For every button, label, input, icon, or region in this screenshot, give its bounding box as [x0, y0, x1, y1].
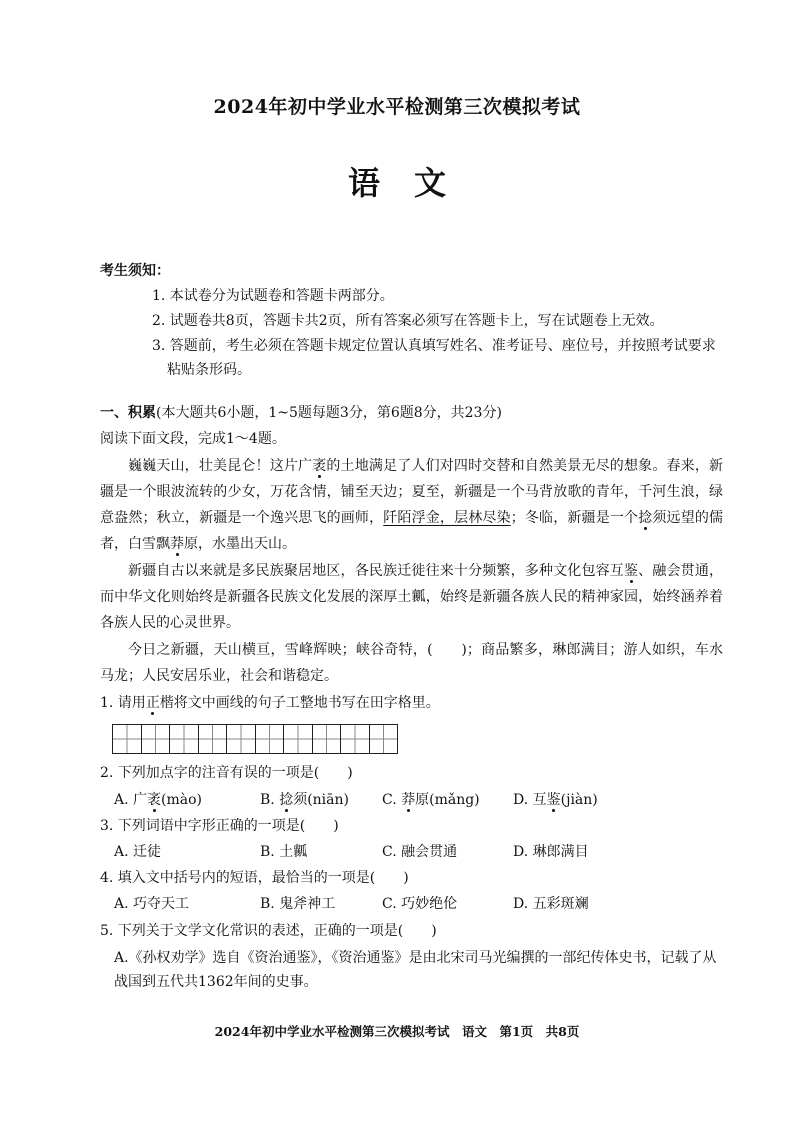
q2-a-post: (mào) [161, 792, 202, 808]
grid-cell[interactable] [199, 725, 228, 753]
notice-item-3 [152, 334, 732, 382]
q3-option-a[interactable]: A. 迁徒 [114, 844, 162, 860]
question-3-stem: 3. 下列词语中字形正确的一项是( ) [100, 818, 339, 834]
q3-option-b[interactable]: B. 土瓤 [260, 844, 308, 860]
q2-b-dotted: 捻 [279, 792, 294, 808]
q2-option-b[interactable] [260, 789, 349, 811]
grid-cell[interactable] [113, 725, 142, 753]
grid-cell[interactable] [284, 725, 313, 753]
exam-title: 2024年初中学业水平检测第三次模拟考试 [213, 96, 581, 118]
q1-dotted-char: 正 [145, 695, 160, 711]
q2-c-post: 原(mǎng) [415, 792, 480, 808]
q4-option-d[interactable]: D. 五彩斑斓 [513, 896, 589, 912]
q2-c-pre: C. [382, 792, 402, 808]
q2-option-d[interactable] [513, 789, 598, 811]
question-2-stem: 2. 下列加点字的注音有误的一项是( ) [100, 765, 353, 781]
p2-dotted-char: 鉴 [623, 563, 639, 579]
q2-a-dotted: 袤 [147, 792, 162, 808]
reading-instruction: 阅读下面文段，完成1～4题。 [100, 431, 286, 447]
grid-cell[interactable] [256, 725, 285, 753]
p1-dotted-char-3: 莽 [170, 536, 184, 552]
grid-cell[interactable] [341, 725, 370, 753]
notice-item-2: 2. 试题卷共8页，答题卡共2页，所有答案必须写在答题卡上，写在试题卷上无效。 [152, 313, 664, 329]
q3-option-d[interactable]: D. 琳郎满目 [513, 844, 589, 860]
p1-text-e: 原，水墨出天山。 [184, 536, 296, 552]
q4-option-b[interactable]: B. 鬼斧神工 [260, 896, 336, 912]
q1-text-b: 楷将文中画线的句子工整地书写在田字格里。 [159, 695, 440, 711]
question-5-stem: 5. 下列关于文学文化常识的表述，正确的一项是( ) [100, 923, 437, 939]
p1-text-b: 的土地满足了人们对四时交替和自然美景无尽的想象。春来，新疆是一个眼波流转的少女，万花含情，铺至天边；夏至，新疆是一个马背放歌的青年，千河生浪，绿意盎然；秋立，新疆是一个逸兴思飞的画师， [100, 458, 723, 526]
passage-paragraph-1 [100, 453, 723, 557]
page-footer: 2024年初中学业水平检测第三次模拟考试 语文 第1页 共8页 [214, 1024, 580, 1039]
tianzige-writing-grid[interactable] [112, 724, 398, 754]
p1-text-c: ；冬临，新疆是一个 [510, 510, 639, 526]
q1-text-a: 1. 请用 [100, 695, 146, 711]
grid-cell[interactable] [370, 725, 398, 753]
q2-c-dotted: 莽 [401, 792, 416, 808]
subject-title: 语文 [347, 164, 480, 202]
q4-option-a[interactable]: A. 巧夺天工 [114, 896, 190, 912]
grid-cell[interactable] [313, 725, 342, 753]
q5-option-a[interactable]: A.《孙权劝学》选自《资治通鉴》，《资治通鉴》是由北宋司马光编撰的一部纪传体史书，记载了从战国到五代共1362年间的史事。 [114, 950, 717, 990]
notice-item-3-continued: 粘贴条形码。 [167, 362, 251, 378]
question-4-stem: 4. 填入文中括号内的短语，最恰当的一项是( ) [100, 870, 409, 886]
q2-d-dotted: 鉴 [546, 792, 561, 808]
passage-paragraph-3: 今日之新疆，天山横亘，雪峰辉映；峡谷奇特，( )；商品繁多，琳郎满目；游人如织，车水马龙；人民安居乐业，社会和谐稳定。 [100, 642, 723, 684]
notice-heading: 考生须知： [100, 263, 170, 279]
q2-option-c[interactable] [382, 789, 480, 811]
p2-text-b: 、融会贯通，而中华文化则始终是新疆各民族文化发展的深厚土瓤，始终是新疆各族人民的精神家园，始终涵养着各族人民的心灵世界。 [100, 563, 724, 631]
p1-text-a: 巍巍天山，壮美昆仑！这片广 [128, 458, 313, 474]
section-title: 一、积累 [100, 405, 156, 421]
q2-option-a[interactable] [114, 789, 202, 811]
p1-dotted-char-1: 袤 [312, 458, 327, 474]
q4-option-c[interactable]: C. 巧妙绝伦 [382, 896, 458, 912]
grid-cell[interactable] [170, 725, 199, 753]
p2-text-a: 新疆自古以来就是多民族聚居地区，各民族迁徙往来十分频繁，多种文化包容互 [128, 563, 624, 579]
section-note: (本大题共6小题，1~5题每题3分，第6题8分，共23分) [156, 405, 502, 421]
q3-option-c[interactable]: C. 融会贯通 [382, 844, 458, 860]
underlined-sentence: 阡陌浮金，层林尽染 [383, 510, 511, 526]
q2-b-pre: B. [260, 792, 280, 808]
p1-text-d: 须远望的儒者，白雪飘 [100, 510, 724, 552]
q2-b-post: 须(niān) [293, 792, 349, 808]
q2-d-post: (jiàn) [560, 792, 598, 808]
q2-a-pre: A. 广 [114, 792, 148, 808]
q2-d-pre: D. 互 [513, 792, 547, 808]
passage-paragraph-2 [100, 558, 723, 636]
grid-cell[interactable] [142, 725, 171, 753]
question-1 [100, 692, 740, 714]
section-heading [100, 402, 502, 422]
notice-item-1: 1. 本试卷分为试题卷和答题卡两部分。 [152, 288, 394, 304]
p1-dotted-char-2: 捻 [638, 510, 653, 526]
notice-item-3-text: 3. 答题前，考生必须在答题卡规定位置认真填写姓名、准考证号、座位号，并按照考试要求 [152, 338, 716, 354]
grid-cell[interactable] [227, 725, 256, 753]
